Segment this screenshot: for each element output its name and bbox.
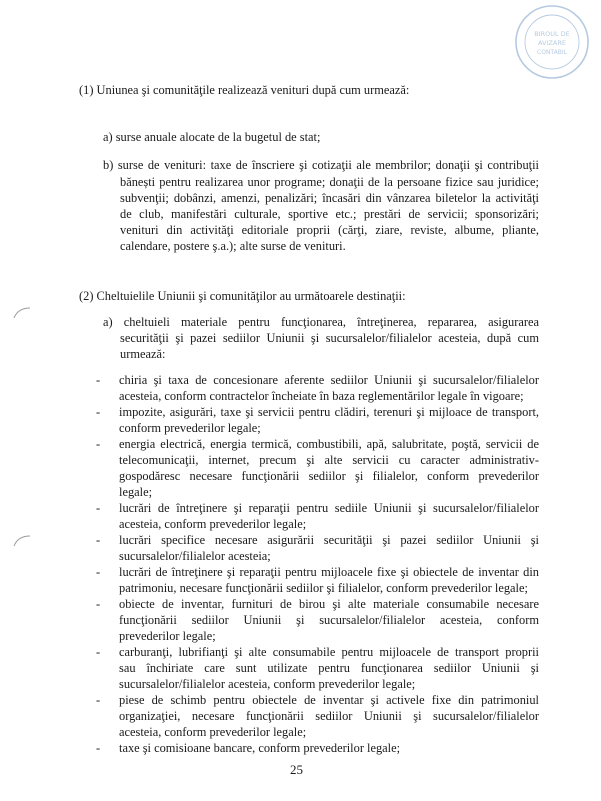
section2-item-a-line: urmează:: [120, 347, 166, 361]
list-item-line: prevederilor legale;: [119, 629, 216, 643]
list-item-line: conform prevederilor legale;: [119, 421, 261, 435]
list-item-line: organizaţiei, necesare funcţionării sediilor Uniunii şi sucursalelor/filialelor: [119, 709, 539, 723]
list-item-line: chiria şi taxa de concesionare aferente sediilor Uniunii şi sucursalelor/filialelor: [119, 373, 539, 387]
list-item-line: acesteia, conform prevederilor legale;: [119, 725, 307, 739]
list-item-line: lucrări de întreţinere şi reparaţii pentru sediile Uniunii şi sucursalelor/filialelor: [119, 501, 539, 515]
section1-item-b-line: subvenţii; dobânzi, amenzi, penalizări; încasări din vânzarea biletelor la activităţi: [120, 191, 539, 205]
list-item-line: legale;: [119, 485, 153, 499]
list-item-line: carburanţi, lubrifianţi şi alte consumabile pentru mijloacele de transport proprii: [119, 645, 539, 659]
list-item-line: lucrări specifice necesare asigurării securităţii şi pazei sediilor Uniunii şi: [119, 533, 539, 547]
list-dash: -: [96, 693, 101, 707]
section1-item-b-line: calendare, postere ş.a.); alte surse de venituri.: [120, 239, 346, 253]
section1-item-b-line: de club, manifestări culturale, sportive etc.; prestări de servicii; sponsorizări;: [120, 207, 539, 221]
section1-heading: (1) Uniunea şi comunităţile realizează venituri după cum urmează:: [79, 83, 410, 97]
list-item-line: obiecte de inventar, furnituri de birou şi alte materiale consumabile necesare: [119, 597, 539, 611]
list-dash: -: [96, 645, 101, 659]
list-item-line: sucursalelor/filialelor acesteia;: [119, 549, 271, 563]
list-item-line: sucursalelor/filialelor acesteia, conform prevederilor legale;: [119, 677, 416, 691]
list-item-line: gospodăresc necesare funcţionării sediilor şi filialelor, conform prevederilor: [119, 469, 539, 483]
list-item-line: impozite, asigurări, taxe şi servicii pentru clădiri, terenuri şi mijloace de transport,: [119, 405, 539, 419]
stamp-line1: BIROUL DE: [534, 30, 570, 38]
margin-mark-1: [12, 306, 32, 320]
list-item-line: taxe şi comisioane bancare, conform prevederilor legale;: [119, 741, 401, 755]
stamp-line2: AVIZARE: [538, 39, 566, 47]
list-item-line: piese de schimb pentru obiectele de inventar şi activele fixe din patrimoniul: [119, 693, 539, 707]
section2-item-a-line: securităţii şi pazei sediilor Uniunii şi sucursalelor/filialelor acesteia, după cum: [120, 331, 539, 345]
stamp-line3: CONTABIL: [537, 49, 567, 56]
margin-mark-2: [12, 534, 32, 548]
list-item-line: energia electrică, energia termică, combustibili, apă, salubritate, poştă, servicii de: [119, 437, 539, 451]
list-item-line: acesteia, conform prevederilor legale;: [119, 517, 307, 531]
list-dash: -: [96, 437, 101, 451]
section1-item-a: a) surse anuale alocate de la bugetul de stat;: [103, 130, 321, 144]
list-dash: -: [96, 741, 101, 755]
list-dash: -: [96, 405, 101, 419]
section1-item-b-line: bănești pentru realizarea unor programe; donaţii de la persoane fizice sau juridice;: [120, 175, 539, 189]
section1-item-b-line: venituri din activităţi editoriale proprii (cărţi, ziare, reviste, albume, pliante,: [120, 223, 539, 237]
list-item-line: lucrări de întreţinere şi reparaţii pentru mijloacele fixe şi obiectele de inventar din: [119, 565, 539, 579]
list-item-line: sau închiriate care sunt utilizate pentru funcţionarea sediilor Uniunii şi: [119, 661, 539, 675]
list-dash: -: [96, 501, 101, 515]
list-dash: -: [96, 533, 101, 547]
list-item-line: telecomunicaţii, internet, precum şi alte servicii cu caracter administrativ-: [119, 453, 539, 467]
list-item-line: acesteia, conform contractelor încheiate în baza reglementărilor legale în vigoare;: [119, 389, 524, 403]
list-dash: -: [96, 597, 101, 611]
official-stamp: [512, 2, 592, 82]
section2-item-a-line: a) cheltuieli materiale pentru funcţionarea, întreţinerea, repararea, asigurarea: [103, 315, 539, 329]
section2-heading: (2) Cheltuielile Uniunii şi comunităţilor au următoarele destinaţii:: [79, 289, 406, 303]
list-dash: -: [96, 565, 101, 579]
list-dash: -: [96, 373, 101, 387]
list-item-line: funcţionării sediilor Uniunii şi sucursalelor/filialelor acesteia, conform: [119, 613, 539, 627]
list-item-line: patrimoniu, necesare funcţionării sediilor şi filialelor, conform prevederilor legale;: [119, 581, 528, 595]
page-number: 25: [290, 762, 303, 777]
section1-item-b-line: b) surse de venituri: taxe de înscriere şi cotizaţii ale membrilor; donaţii şi contribuţii: [103, 158, 539, 172]
